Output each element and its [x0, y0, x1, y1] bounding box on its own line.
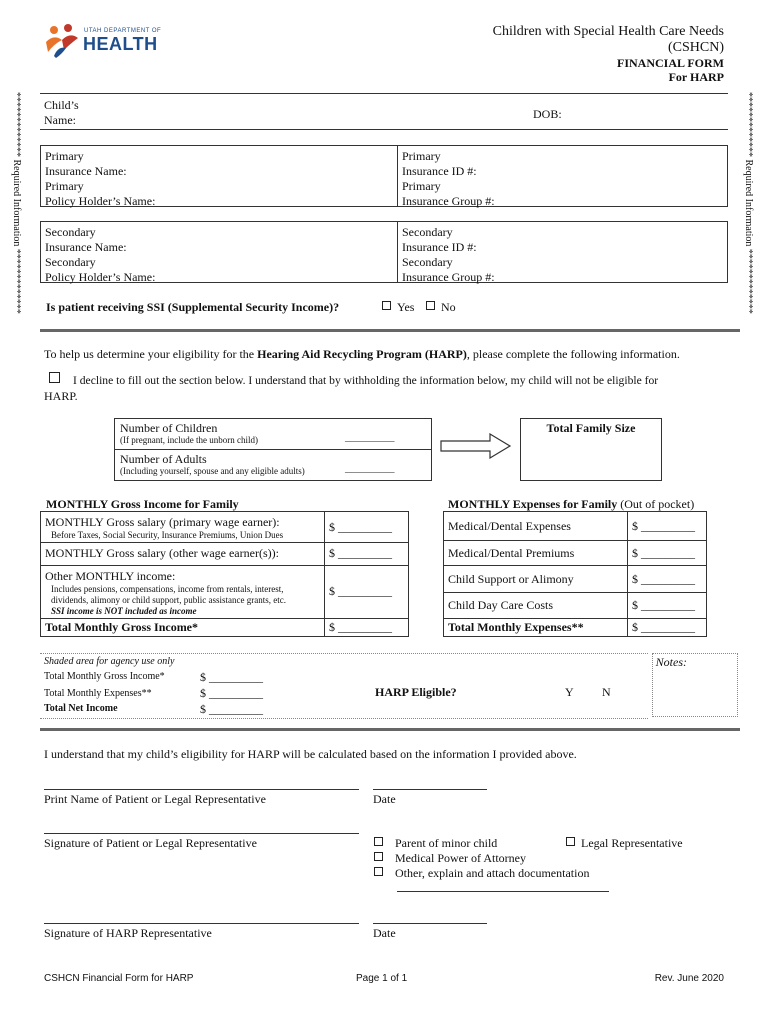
income-other-note-2: dividends, alimony or child support, public assistance grants, etc. [51, 595, 286, 605]
dob-field[interactable]: DOB: [533, 107, 562, 121]
legal-rep-checkbox[interactable] [566, 837, 575, 846]
title-line-4: For HARP [668, 70, 724, 84]
ssi-no-checkbox[interactable] [426, 301, 435, 310]
agency-shaded-note: Shaded area for agency use only [44, 656, 175, 667]
footer-page-number: Page 1 of 1 [356, 973, 408, 984]
expense-total-amount[interactable]: $ _________ [627, 618, 707, 637]
secondary-insurance-name-field[interactable] [45, 225, 393, 255]
family-count-box [114, 418, 432, 481]
secondary-group-label-2: Insurance Group #: [402, 270, 495, 284]
primary-holder-label-1: Primary [45, 179, 84, 193]
secondary-id-label-1: Secondary [402, 225, 453, 239]
secondary-insurance-name-label-1: Secondary [45, 225, 96, 239]
side-label-right: ************* Required Information ************* [743, 92, 754, 314]
income-heading: MONTHLY Gross Income for Family [46, 497, 239, 511]
arrow-right-icon [440, 433, 512, 459]
other-label: Other, explain and attach documentation [395, 866, 590, 880]
income-total-row: Total Monthly Gross Income* [40, 618, 325, 637]
expense-child-support-amount[interactable]: $ _________ [627, 565, 707, 593]
income-primary-amount[interactable]: $ _________ [324, 511, 409, 543]
primary-group-label-1: Primary [402, 179, 441, 193]
parent-checkbox[interactable] [374, 837, 383, 846]
intro-pre: To help us determine your eligibility for the [44, 347, 258, 361]
total-family-size-label: Total Family Size [546, 421, 636, 435]
decline-text-line-2: HARP. [44, 389, 78, 403]
child-name-label-1: Child’s [44, 98, 79, 112]
section-divider [40, 329, 740, 332]
legal-rep-label: Legal Representative [581, 836, 683, 850]
primary-holder-label-2: Policy Holder’s Name: [45, 194, 156, 208]
ssi-yes-checkbox[interactable] [382, 301, 391, 310]
intro-program-name: Hearing Aid Recycling Program (HARP) [257, 347, 467, 361]
secondary-group-label-1: Secondary [402, 255, 453, 269]
primary-insurance-right [397, 145, 728, 207]
other-option[interactable] [374, 866, 589, 881]
date-label-1: Date [373, 792, 396, 806]
total-family-size-box[interactable] [520, 418, 662, 481]
income-primary-note: Before Taxes, Social Security, Insurance Premiums, Union Dues [51, 530, 284, 540]
children-count-field[interactable]: ___________ [345, 433, 395, 443]
agency-gross-amount[interactable]: $ _________ [200, 670, 263, 684]
logo-small-text: UTAH DEPARTMENT OF [84, 28, 162, 34]
poa-option[interactable] [374, 851, 526, 866]
children-label: Number of Children [120, 421, 218, 435]
parent-option[interactable] [374, 836, 497, 851]
adults-count-field[interactable]: ___________ [345, 464, 395, 474]
expense-premiums-amount[interactable]: $ _________ [627, 540, 707, 566]
print-name-line[interactable] [44, 789, 359, 790]
income-other-wage-amount[interactable]: $ _________ [324, 542, 409, 566]
ssi-yes-label: Yes [397, 300, 415, 314]
secondary-holder-label-2: Policy Holder’s Name: [45, 270, 156, 284]
child-name-field[interactable] [44, 98, 79, 128]
section-divider-2 [40, 728, 740, 731]
poa-checkbox[interactable] [374, 852, 383, 861]
agency-expenses-amount[interactable]: $ _________ [200, 686, 263, 700]
secondary-id-label-2: Insurance ID #: [402, 240, 477, 254]
expenses-heading [448, 497, 694, 512]
signature-harp-line[interactable] [44, 923, 359, 924]
income-primary-label: MONTHLY Gross salary (primary wage earner): [45, 515, 280, 529]
secondary-holder-label-1: Secondary [45, 255, 96, 269]
date-line-1[interactable] [373, 789, 487, 790]
title-line-2: (CSHCN) [667, 40, 724, 55]
title-line-3: FINANCIAL FORM [617, 56, 724, 70]
secondary-id-field[interactable] [402, 225, 723, 255]
ssi-question: Is patient receiving SSI (Supplemental Security Income)? [46, 300, 340, 314]
primary-holder-field[interactable] [45, 179, 393, 209]
harp-eligible-y[interactable]: Y [565, 685, 574, 699]
secondary-group-field[interactable] [402, 255, 723, 285]
primary-group-field[interactable] [402, 179, 723, 209]
harp-eligible-n[interactable]: N [602, 685, 611, 699]
adults-label: Number of Adults [120, 452, 207, 466]
signature-harp-label: Signature of HARP Representative [44, 926, 212, 940]
decline-checkbox[interactable] [49, 372, 60, 383]
expense-medical-row: Medical/Dental Expenses [443, 511, 628, 541]
expense-day-care-amount[interactable]: $ _________ [627, 592, 707, 619]
decline-text-line-1: I decline to fill out the section below. I understand that by withholding the information below, my child will not be eligible for [73, 374, 659, 387]
footer-left: CSHCN Financial Form for HARP [44, 973, 194, 984]
notes-box[interactable] [652, 653, 738, 717]
children-note: (If pregnant, include the unborn child) [120, 435, 258, 445]
signature-patient-label: Signature of Patient or Legal Representative [44, 836, 257, 850]
health-logo [44, 22, 164, 58]
secondary-holder-field[interactable] [45, 255, 393, 285]
other-explain-line[interactable] [397, 891, 609, 892]
signature-patient-line[interactable] [44, 833, 359, 834]
agency-gross-label: Total Monthly Gross Income* [44, 671, 165, 682]
secondary-insurance-left [40, 221, 398, 283]
primary-insurance-name-label-2: Insurance Name: [45, 164, 127, 178]
title-line-1: Children with Special Health Care Needs [492, 24, 724, 39]
primary-insurance-left [40, 145, 398, 207]
expense-day-care-row: Child Day Care Costs [443, 592, 628, 619]
income-other-note-3: SSI income is NOT included as income [51, 606, 197, 616]
income-other-amount[interactable]: $ _________ [324, 565, 409, 619]
primary-insurance-name-label-1: Primary [45, 149, 84, 163]
poa-label: Medical Power of Attorney [395, 851, 526, 865]
other-checkbox[interactable] [374, 867, 383, 876]
print-name-label: Print Name of Patient or Legal Representative [44, 792, 266, 806]
primary-insurance-name-field[interactable] [45, 149, 393, 179]
parent-label: Parent of minor child [395, 836, 498, 850]
primary-id-label-1: Primary [402, 149, 441, 163]
income-other-label: Other MONTHLY income: [45, 569, 176, 583]
footer-revision: Rev. June 2020 [654, 973, 724, 984]
adults-note: (Including yourself, spouse and any eligible adults) [120, 466, 305, 476]
legal-rep-option[interactable] [566, 836, 683, 851]
intro-post: , please complete the following information. [466, 347, 680, 361]
child-name-label-2: Name: [44, 113, 76, 127]
income-other-note-1: Includes pensions, compensations, income from rentals, interest, [51, 584, 284, 594]
date-label-2: Date [373, 926, 396, 940]
primary-group-label-2: Insurance Group #: [402, 194, 495, 208]
harp-eligible-label: HARP Eligible? [375, 685, 457, 699]
ssi-no-label: No [441, 300, 456, 314]
secondary-insurance-name-label-2: Insurance Name: [45, 240, 127, 254]
expense-child-support-row: Child Support or Alimony [443, 565, 628, 593]
income-primary-row [40, 511, 325, 543]
ssi-no-option[interactable] [426, 300, 456, 315]
expense-total-row: Total Monthly Expenses** [443, 618, 628, 637]
secondary-insurance-right [397, 221, 728, 283]
income-total-amount[interactable]: $ _________ [324, 618, 409, 637]
primary-id-label-2: Insurance ID #: [402, 164, 477, 178]
expenses-heading-suffix: (Out of pocket) [617, 497, 695, 511]
primary-id-field[interactable] [402, 149, 723, 179]
understand-statement: I understand that my child’s eligibility for HARP will be calculated based on the information I provided above. [44, 747, 577, 761]
form-title [493, 24, 724, 84]
agency-net-label: Total Net Income [44, 703, 118, 714]
side-label-left: ************* Required Information ************* [11, 92, 22, 314]
expense-premiums-row: Medical/Dental Premiums [443, 540, 628, 566]
ssi-yes-option[interactable] [382, 300, 414, 315]
logo-mark-icon [44, 22, 80, 58]
date-line-2[interactable] [373, 923, 487, 924]
notes-label: Notes: [655, 655, 687, 669]
intro-text [44, 347, 734, 362]
agency-net-amount[interactable]: $ _________ [200, 702, 263, 716]
logo-health-text: HEALTH [83, 34, 158, 54]
expense-medical-amount[interactable]: $ _________ [627, 511, 707, 541]
agency-expenses-label: Total Monthly Expenses** [44, 688, 152, 699]
expenses-heading-main: MONTHLY Expenses for Family [448, 497, 618, 511]
income-other-row [40, 565, 325, 619]
income-other-wage-row: MONTHLY Gross salary (other wage earner(s)): [40, 542, 325, 566]
